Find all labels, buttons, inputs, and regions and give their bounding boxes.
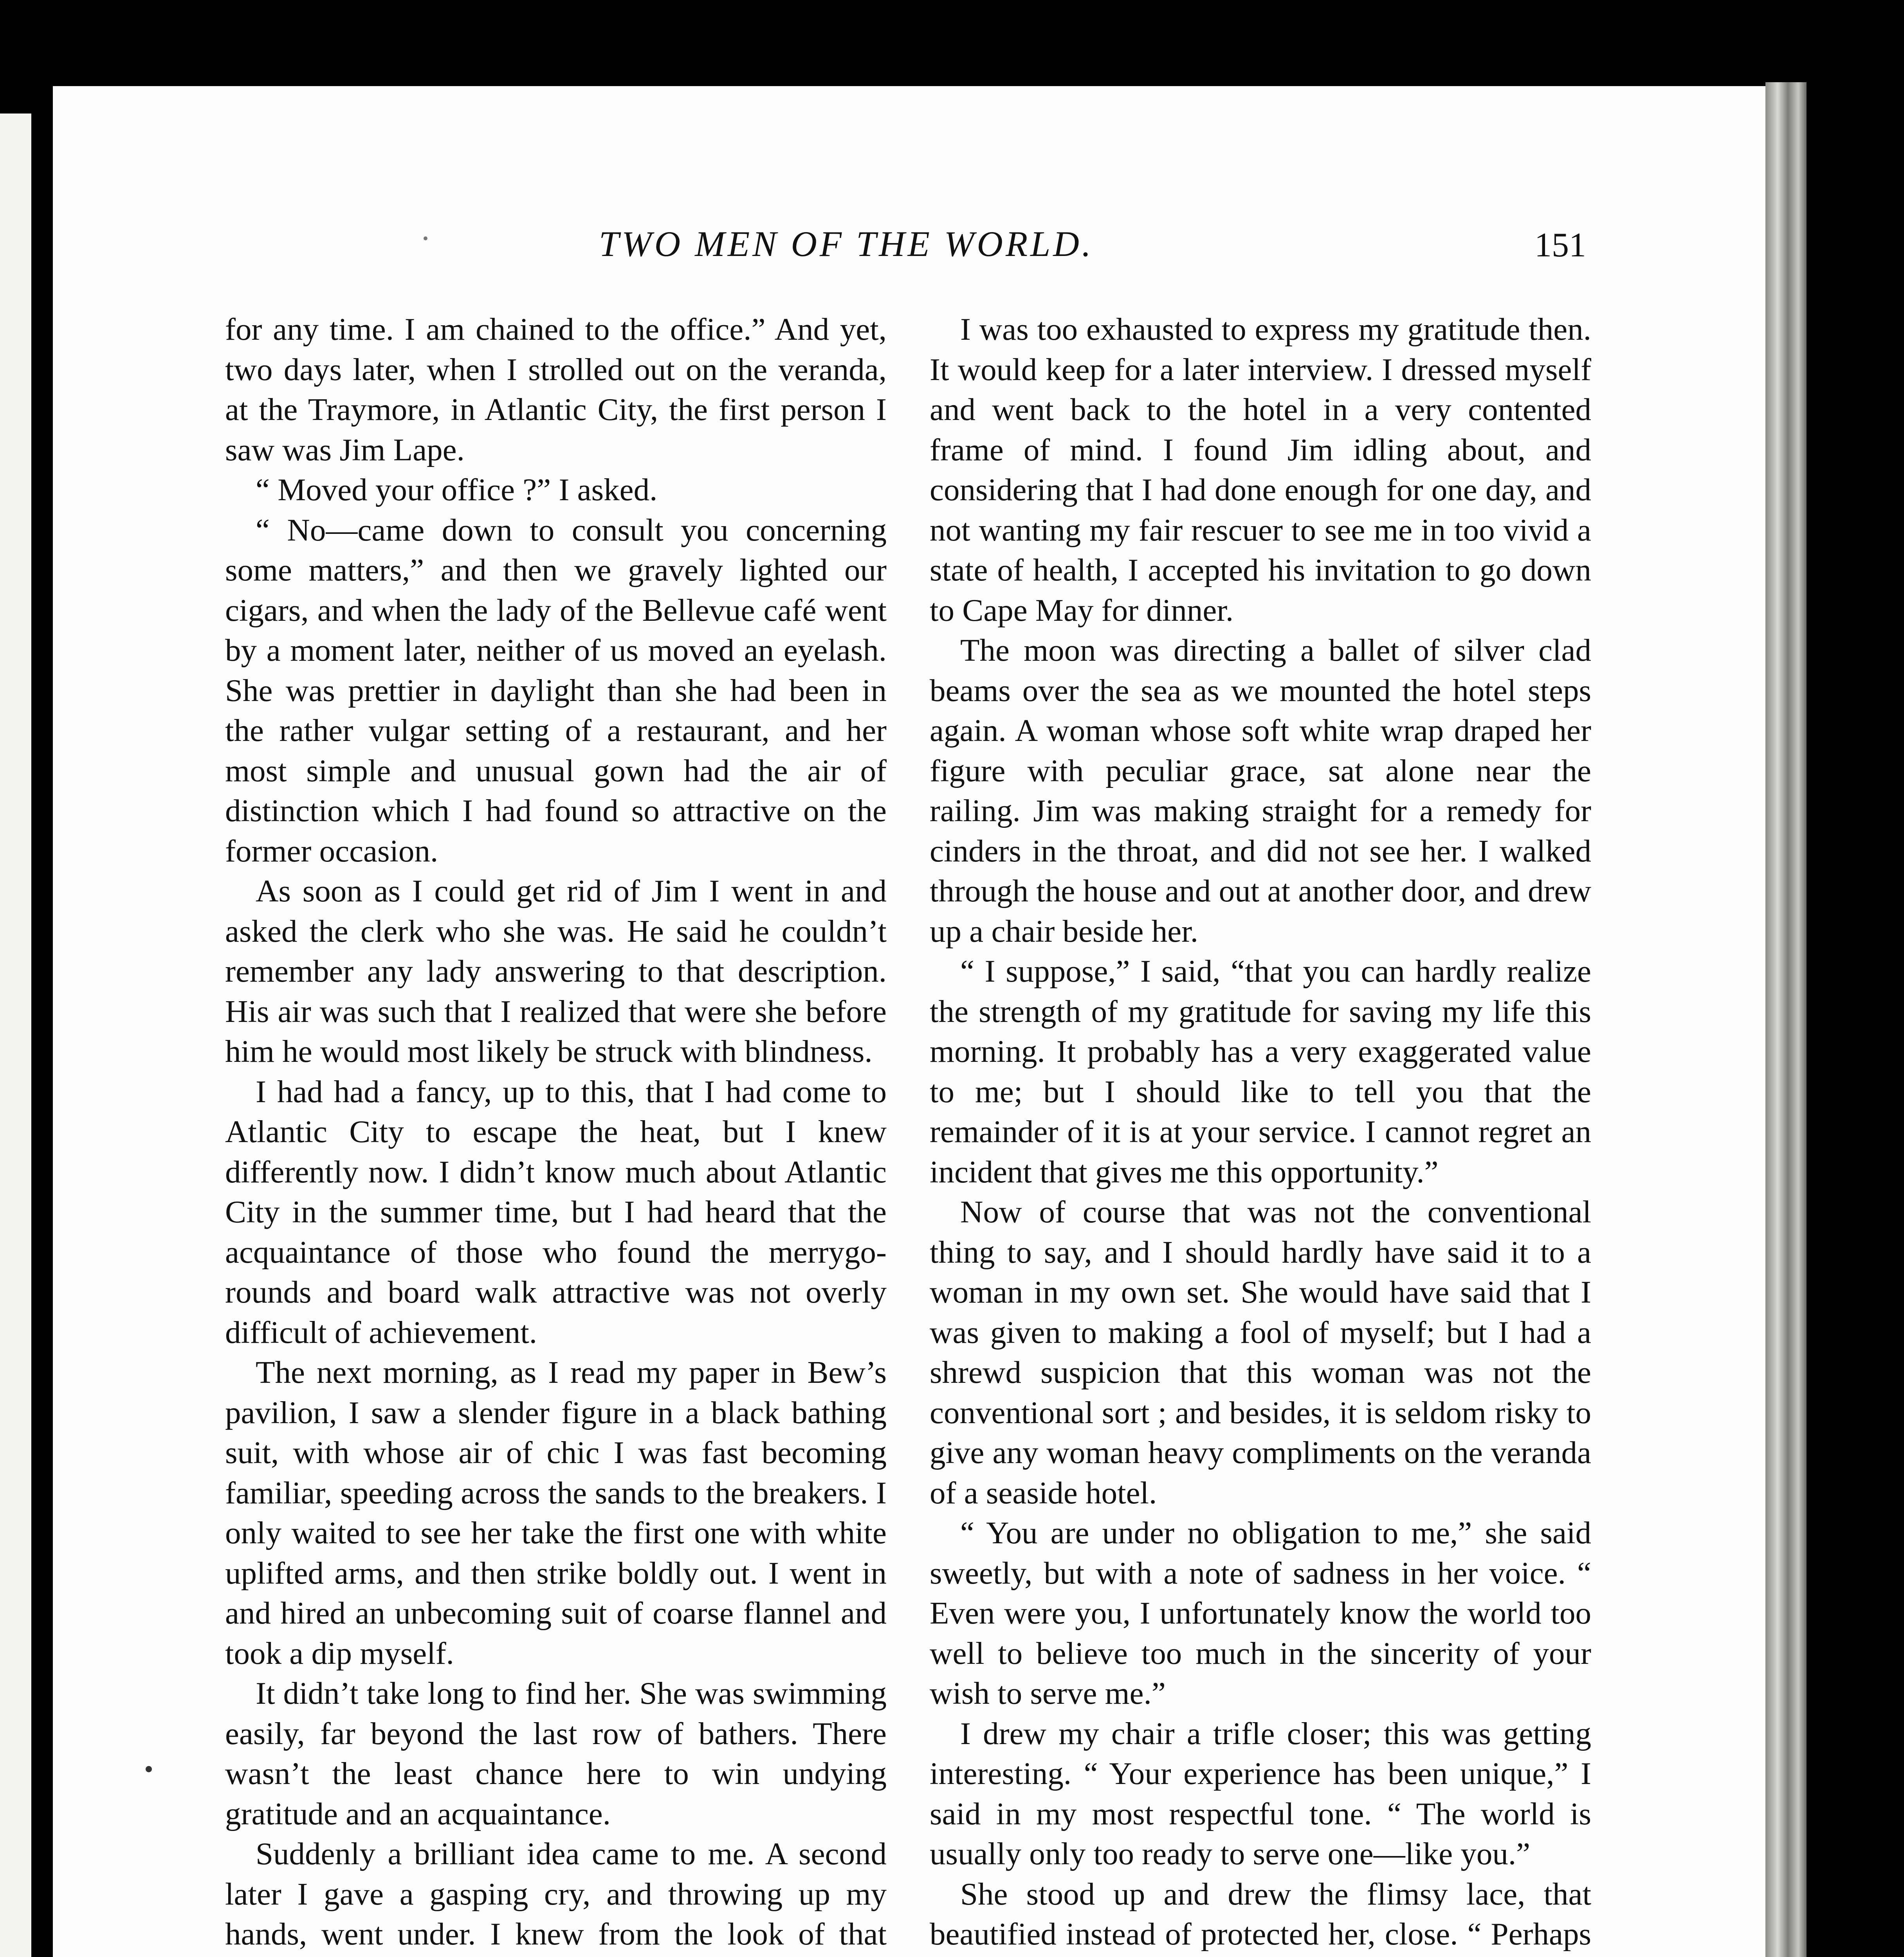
previous-page-edge [0,114,31,1957]
paragraph: I drew my chair a trifle closer; this was getting interesting. “ Your experience has been unique,” I said in my most respectful tone. “ The world is usually only too ready to serve one—like you.” [930,1716,1591,1871]
paragraph: “ I suppose,” I said, “that you can hardly realize the strength of my gratitude for saving my life this morning. It probably has a very exaggerated value to me; but I should like to tell you that the remainder of it is at your service. I cannot regret an incident that gives me this opportunity.” [930,953,1591,1189]
paragraph: “ Moved your office ?” I asked. [256,472,658,507]
paragraph: for any time. I am chained to the office.” And yet, two days later, when I strolled out on the veranda, at the Traymore, in Atlantic City, the first person I saw was Jim Lape. [225,312,887,467]
running-title: TWO MEN OF THE WORLD. [599,224,1094,264]
paragraph: Suddenly a brilliant idea came to me. A second later I gave a gasping cry, and throwing up my hands, went under. I knew from the look of that [225,1836,887,1952]
paragraph: As soon as I could get rid of Jim I went in and asked the clerk who she was. He said he couldn’t remember any lady answering to that description. His air was such that I realized that were she before him he would most likely be struck with blindness. [225,873,887,1069]
paragraph: The moon was directing a ballet of silver clad beams over the sea as we mounted the hotel steps again. A woman whose soft white wrap draped her figure with peculiar grace, sat alone near the railing. Jim was making straight for a remedy for cinders in the throat, and did not see her. I walked through the house and out at another door, and drew up a chair beside her. [930,633,1591,949]
print-speck [424,236,427,240]
paragraph: “ No—came down to consult you concerning some matters,” and then we gravely lighted our cigars, and when the lady of the Bellevue café went by a moment later, neither of us moved an eyelash. She was prettier in daylight than she had been in the rather vulgar setting of a restaurant, and her most simple and unusual gown had the air of distinction which I had found so attractive on the former occasion. [225,512,887,869]
margin-dot [146,1766,152,1772]
page-number: 151 [1534,226,1586,264]
paragraph: The next morning, as I read my paper in Bew’s pavilion, I saw a slender figure in a black bathing suit, with whose air of chic I was fast becoming familiar, speeding across the sands to the breakers. I only waited to see her take the first one with white uplifted arms, and then strike boldly out. I went in and hired an unbecoming suit of coarse flannel and took a dip myself. [225,1355,887,1671]
paragraph: I had had a fancy, up to this, that I had come to Atlantic City to escape the heat, but I knew differently now. I didn’t know much about Atlantic City in the summer time, but I had heard that the acquaintance of those who found the merrygo-rounds and board walk attractive was not overly difficult of achievement. [225,1074,887,1350]
page-gutter-edge [1765,82,1807,1957]
paragraph: I was too exhausted to express my gratitude then. It would keep for a later interview. I dressed myself and went back to the hotel in a very contented frame of mind. I found Jim idling about, and considering that I had done enough for one day, and not wanting my fair rescuer to see me in too vivid a state of health, I accepted his invitation to go down to Cape May for dinner. [930,312,1591,628]
paragraph: She stood up and drew the flimsy lace, that beautified instead of protected her, close. “ Perhaps [930,1876,1591,1952]
paragraph: It didn’t take long to find her. She was swimming easily, far beyond the last row of bathers. There wasn’t the least chance here to win undying gratitude and an acquaintance. [225,1676,887,1831]
paragraph: Now of course that was not the conventional thing to say, and I should hardly have said it to a woman in my own set. She would have said that I was given to making a fool of myself; but I had a shrewd suspicion that this woman was not the conventional sort ; and besides, it is seldom risky to give any woman heavy compliments on the veranda of a seaside hotel. [930,1194,1591,1510]
right-text-column [930,309,1591,1957]
left-text-column [225,309,887,1957]
paragraph: “ You are under no obligation to me,” she said sweetly, but with a note of sadness in her voice. “ Even were you, I unfortunately know the world too well to believe too much in the sincerity of your wish to serve me.” [930,1515,1591,1711]
